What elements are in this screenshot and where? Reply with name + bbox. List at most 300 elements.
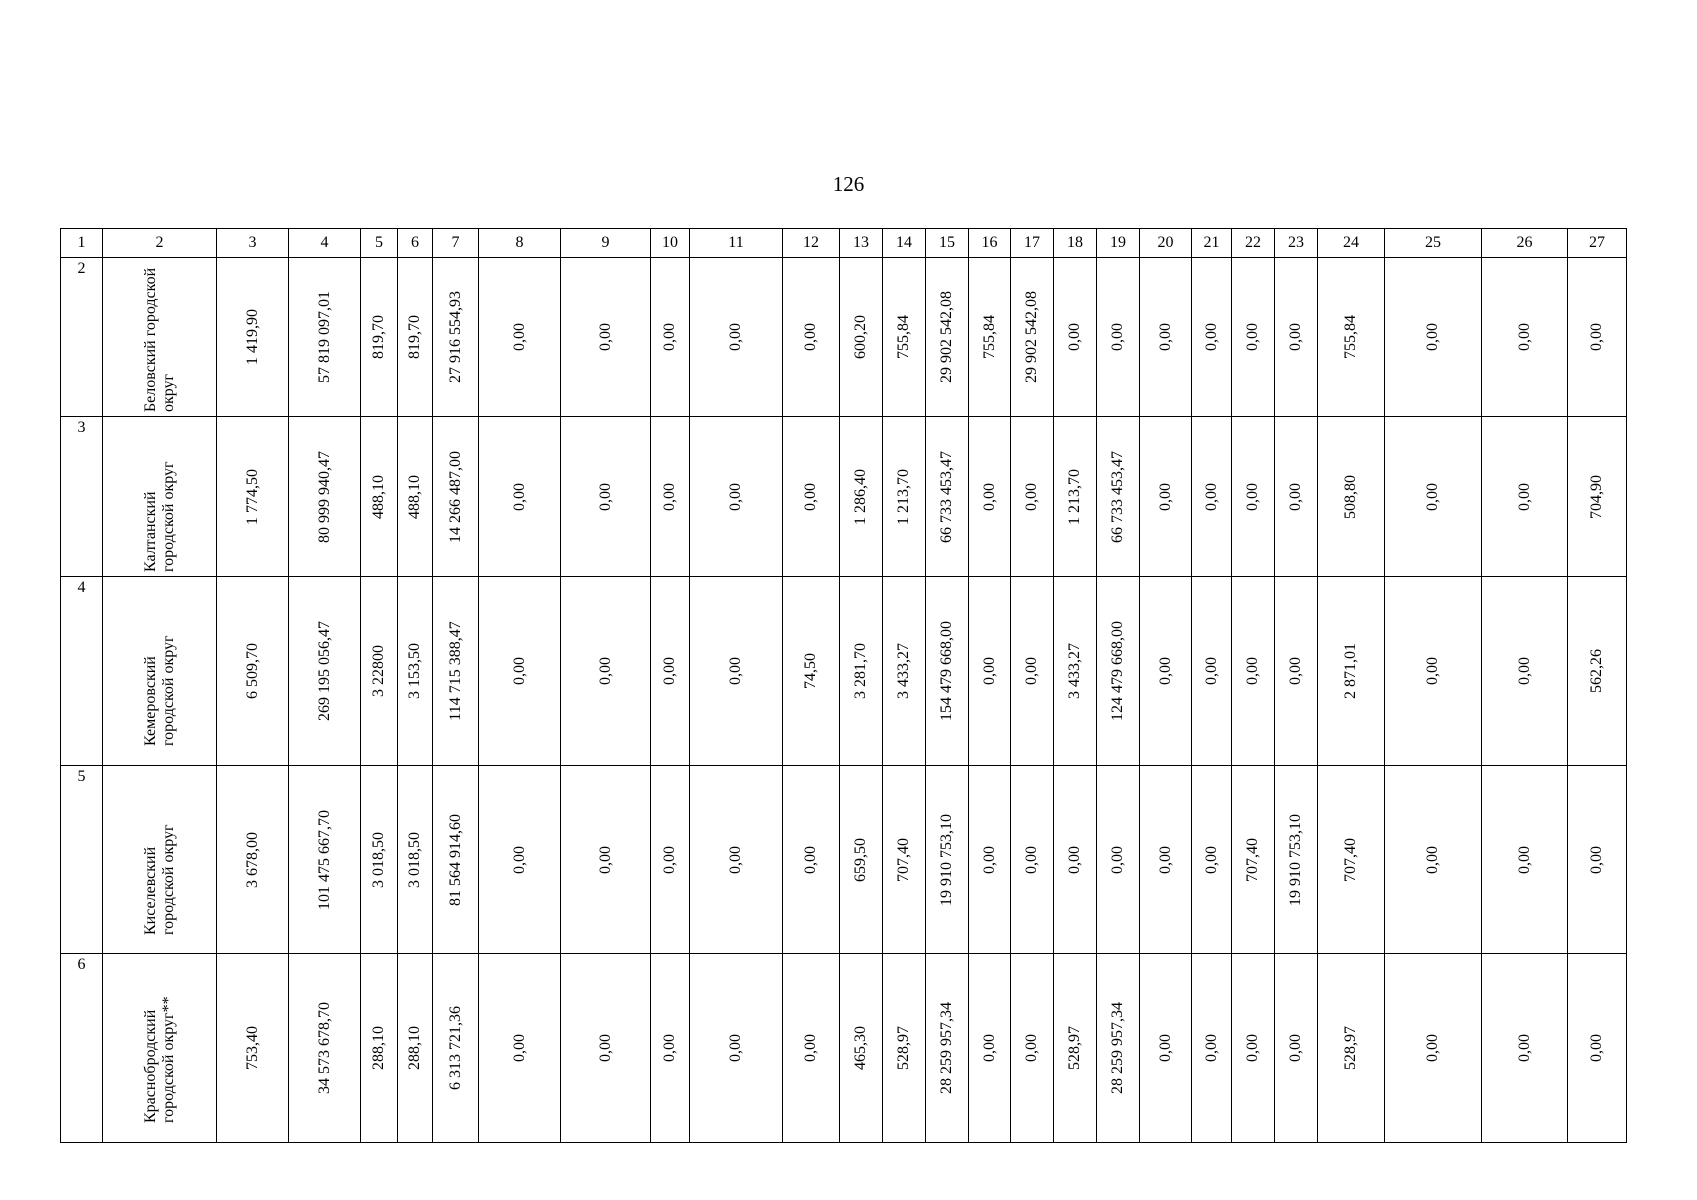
cell-value: 0,00 [596, 323, 614, 351]
cell-value: 0,00 [1515, 323, 1533, 351]
cell-value: 0,00 [1023, 845, 1040, 874]
cell-value: 819,70 [406, 315, 423, 359]
cell-value: 0,00 [596, 1034, 614, 1062]
data-table [60, 228, 1627, 1143]
cell-value: 0,00 [727, 845, 744, 874]
value-cell [690, 258, 783, 417]
value-cell [561, 577, 651, 766]
column-number: 15 [926, 229, 969, 258]
value-cell [561, 766, 651, 954]
district-name-cell [103, 766, 217, 954]
cell-value: 66 733 453,47 [938, 450, 955, 543]
cell-value: 0,00 [510, 1034, 528, 1062]
value-cell [1011, 766, 1054, 954]
value-cell [1011, 258, 1054, 417]
value-cell [289, 258, 361, 417]
cell-value: 1 213,70 [895, 468, 912, 525]
value-cell [651, 258, 690, 417]
row-number-cell [61, 766, 103, 954]
column-number: 23 [1275, 229, 1318, 258]
row-number: 5 [77, 768, 86, 785]
value-cell [1275, 577, 1318, 766]
value-cell [217, 417, 289, 577]
column-number: 14 [883, 229, 926, 258]
cell-value: 1 419,90 [243, 309, 261, 365]
cell-value: 0,00 [510, 657, 528, 685]
cell-value: 0,00 [1588, 323, 1605, 351]
value-cell [1385, 258, 1482, 417]
value-cell [1568, 258, 1627, 417]
value-cell [1232, 954, 1275, 1143]
value-cell [433, 577, 479, 766]
cell-value: 0,00 [980, 657, 998, 685]
value-cell [479, 417, 561, 577]
cell-value: 0,00 [980, 845, 998, 874]
cell-value: 6 313 721,36 [446, 1006, 464, 1090]
cell-value: 0,00 [1515, 845, 1533, 874]
cell-value: 0,00 [1244, 657, 1261, 685]
district-name-cell [103, 417, 217, 577]
value-cell [1385, 577, 1482, 766]
table-row [61, 417, 1627, 577]
value-cell [1232, 258, 1275, 417]
value-cell [1232, 417, 1275, 577]
table-body [61, 229, 1627, 1143]
value-cell [1275, 954, 1318, 1143]
value-cell [651, 577, 690, 766]
value-cell [883, 577, 926, 766]
value-cell [690, 577, 783, 766]
cell-value: 3 678,00 [243, 831, 261, 888]
cell-value: 3 018,50 [406, 831, 423, 888]
cell-value: 0,00 [1588, 845, 1605, 874]
value-cell [1054, 766, 1097, 954]
column-number: 27 [1568, 229, 1627, 258]
cell-value: 124 479 668,00 [1109, 621, 1126, 721]
value-cell [479, 577, 561, 766]
value-cell [479, 258, 561, 417]
cell-value: 0,00 [802, 482, 819, 511]
value-cell [969, 258, 1011, 417]
cell-value: 0,00 [1109, 845, 1126, 874]
cell-value: 0,00 [1515, 482, 1533, 511]
cell-value: 0,00 [1023, 1034, 1040, 1062]
column-number: 11 [690, 229, 783, 258]
value-cell [1482, 577, 1568, 766]
value-cell [1192, 766, 1232, 954]
cell-value: 600,20 [852, 315, 869, 359]
cell-value: 0,00 [1424, 657, 1441, 685]
column-number: 26 [1482, 229, 1568, 258]
cell-value: 0,00 [1109, 323, 1126, 351]
column-number: 20 [1140, 229, 1192, 258]
value-cell [361, 417, 398, 577]
value-cell [1140, 766, 1192, 954]
column-number: 7 [433, 229, 479, 258]
value-cell [1385, 954, 1482, 1143]
value-cell [1140, 577, 1192, 766]
cell-value: 288,10 [406, 1026, 423, 1070]
value-cell [1385, 766, 1482, 954]
cell-value: 0,00 [1066, 845, 1083, 874]
value-cell [1482, 766, 1568, 954]
cell-value: 0,00 [661, 845, 678, 874]
value-cell [1318, 577, 1385, 766]
cell-value: 0,00 [1156, 482, 1174, 511]
cell-value: 707,40 [1342, 837, 1359, 882]
value-cell [783, 766, 840, 954]
column-number: 1 [61, 229, 103, 258]
value-cell [783, 417, 840, 577]
cell-value: 3 153,50 [406, 643, 423, 699]
value-cell [783, 258, 840, 417]
value-cell [561, 954, 651, 1143]
value-cell [217, 954, 289, 1143]
cell-value: 0,00 [661, 1034, 678, 1062]
value-cell [289, 577, 361, 766]
cell-value: 707,40 [1244, 837, 1261, 882]
column-number: 24 [1318, 229, 1385, 258]
row-number: 2 [77, 260, 86, 277]
cell-value: 0,00 [1424, 1034, 1441, 1062]
value-cell [217, 258, 289, 417]
value-cell [1054, 258, 1097, 417]
cell-value: 0,00 [1156, 1034, 1174, 1062]
cell-value: 0,00 [1244, 1034, 1261, 1062]
column-number: 25 [1385, 229, 1482, 258]
value-cell [926, 766, 969, 954]
cell-value: 3 018,50 [370, 831, 387, 888]
value-cell [926, 417, 969, 577]
cell-value: 6 509,70 [243, 643, 261, 699]
value-cell [926, 577, 969, 766]
district-name: Краснобродский городской округ** [141, 996, 177, 1123]
cell-value: 0,00 [1023, 482, 1040, 511]
cell-value: 3 22800 [370, 645, 387, 697]
cell-value: 0,00 [1424, 323, 1441, 351]
row-number-cell [61, 258, 103, 417]
cell-value: 0,00 [596, 482, 614, 511]
cell-value: 114 715 388,47 [446, 621, 464, 721]
cell-value: 0,00 [1156, 657, 1174, 685]
cell-value: 0,00 [802, 1034, 819, 1062]
cell-value: 0,00 [727, 1034, 744, 1062]
cell-value: 0,00 [727, 323, 744, 351]
column-number: 17 [1011, 229, 1054, 258]
value-cell [1232, 577, 1275, 766]
column-number: 8 [479, 229, 561, 258]
cell-value: 3 281,70 [852, 643, 869, 699]
column-number: 18 [1054, 229, 1097, 258]
cell-value: 0,00 [802, 845, 819, 874]
cell-value: 528,97 [1066, 1026, 1083, 1070]
value-cell [883, 417, 926, 577]
value-cell [398, 258, 433, 417]
cell-value: 659,50 [852, 837, 869, 882]
value-cell [1097, 577, 1140, 766]
cell-value: 528,97 [1342, 1026, 1359, 1070]
value-cell [690, 954, 783, 1143]
cell-value: 0,00 [1202, 657, 1220, 685]
column-number: 5 [361, 229, 398, 258]
value-cell [433, 417, 479, 577]
value-cell [398, 417, 433, 577]
value-cell [1482, 417, 1568, 577]
column-number: 4 [289, 229, 361, 258]
cell-value: 28 259 957,34 [938, 1002, 955, 1094]
value-cell [1482, 258, 1568, 417]
value-cell [1140, 258, 1192, 417]
column-number: 19 [1097, 229, 1140, 258]
row-number-cell [61, 577, 103, 766]
cell-value: 57 819 097,01 [315, 291, 333, 383]
cell-value: 0,00 [1287, 482, 1304, 511]
value-cell [783, 577, 840, 766]
cell-value: 0,00 [596, 845, 614, 874]
cell-value: 0,00 [1202, 482, 1220, 511]
value-cell [1054, 577, 1097, 766]
value-cell [1275, 766, 1318, 954]
cell-value: 34 573 678,70 [315, 1002, 333, 1094]
cell-value: 0,00 [1156, 323, 1174, 351]
cell-value: 3 433,27 [895, 643, 912, 699]
value-cell [969, 417, 1011, 577]
cell-value: 154 479 668,00 [938, 621, 955, 721]
table-row [61, 954, 1627, 1143]
column-number: 12 [783, 229, 840, 258]
value-cell [433, 954, 479, 1143]
value-cell [969, 954, 1011, 1143]
value-cell [651, 954, 690, 1143]
value-cell [690, 766, 783, 954]
value-cell [840, 577, 883, 766]
district-name-cell [103, 577, 217, 766]
value-cell [1385, 417, 1482, 577]
value-cell [398, 954, 433, 1143]
column-number-row [61, 229, 1627, 258]
value-cell [1054, 954, 1097, 1143]
value-cell [969, 766, 1011, 954]
cell-value: 753,40 [243, 1026, 261, 1070]
cell-value: 81 564 914,60 [446, 813, 464, 906]
cell-value: 0,00 [1202, 845, 1220, 874]
value-cell [1097, 954, 1140, 1143]
value-cell [1275, 417, 1318, 577]
cell-value: 0,00 [1023, 657, 1040, 685]
cell-value: 2 871,01 [1342, 643, 1359, 699]
value-cell [883, 258, 926, 417]
row-number-cell [61, 954, 103, 1143]
cell-value: 0,00 [1244, 323, 1261, 351]
value-cell [1568, 417, 1627, 577]
value-cell [289, 417, 361, 577]
cell-value: 0,00 [1287, 657, 1304, 685]
cell-value: 0,00 [727, 482, 744, 511]
value-cell [361, 577, 398, 766]
column-number: 6 [398, 229, 433, 258]
value-cell [1011, 954, 1054, 1143]
cell-value: 707,40 [895, 837, 912, 882]
cell-value: 19 910 753,10 [1287, 813, 1304, 906]
row-number-cell [61, 417, 103, 577]
value-cell [1232, 766, 1275, 954]
value-cell [1568, 577, 1627, 766]
column-number: 22 [1232, 229, 1275, 258]
column-number: 16 [969, 229, 1011, 258]
column-number: 10 [651, 229, 690, 258]
cell-value: 0,00 [661, 323, 678, 351]
cell-value: 29 902 542,08 [1023, 291, 1040, 383]
cell-value: 0,00 [1515, 1034, 1533, 1062]
column-number: 3 [217, 229, 289, 258]
cell-value: 269 195 056,47 [315, 621, 333, 721]
district-name-cell [103, 258, 217, 417]
value-cell [433, 766, 479, 954]
value-cell [690, 417, 783, 577]
cell-value: 465,30 [852, 1026, 869, 1070]
value-cell [651, 766, 690, 954]
cell-value: 488,10 [370, 474, 387, 519]
page-number: 126 [832, 172, 865, 196]
cell-value: 28 259 957,34 [1109, 1002, 1126, 1094]
value-cell [1482, 954, 1568, 1143]
value-cell [840, 766, 883, 954]
cell-value: 66 733 453,47 [1109, 450, 1126, 543]
value-cell [1275, 258, 1318, 417]
value-cell [289, 766, 361, 954]
column-number: 9 [561, 229, 651, 258]
cell-value: 0,00 [510, 845, 528, 874]
cell-value: 0,00 [661, 657, 678, 685]
table-row [61, 258, 1627, 417]
cell-value: 27 916 554,93 [446, 291, 464, 383]
value-cell [433, 258, 479, 417]
value-cell [1192, 577, 1232, 766]
value-cell [217, 766, 289, 954]
value-cell [398, 766, 433, 954]
cell-value: 74,50 [802, 653, 819, 689]
cell-value: 0,00 [1424, 482, 1441, 511]
cell-value: 101 475 667,70 [315, 809, 333, 910]
value-cell [926, 258, 969, 417]
cell-value: 0,00 [1202, 323, 1220, 351]
cell-value: 80 999 940,47 [315, 450, 333, 543]
cell-value: 0,00 [1244, 482, 1261, 511]
cell-value: 1 213,70 [1066, 468, 1083, 525]
value-cell [217, 577, 289, 766]
value-cell [840, 954, 883, 1143]
cell-value: 528,97 [895, 1026, 912, 1070]
cell-value: 562,26 [1588, 649, 1605, 693]
cell-value: 0,00 [1156, 845, 1174, 874]
cell-value: 0,00 [1287, 1034, 1304, 1062]
cell-value: 0,00 [1202, 1034, 1220, 1062]
value-cell [926, 954, 969, 1143]
value-cell [1140, 417, 1192, 577]
district-name-cell [103, 954, 217, 1143]
value-cell [840, 258, 883, 417]
cell-value: 1 286,40 [852, 468, 869, 525]
value-cell [1054, 417, 1097, 577]
cell-value: 0,00 [596, 657, 614, 685]
cell-value: 19 910 753,10 [938, 813, 955, 906]
table-row [61, 766, 1627, 954]
cell-value: 0,00 [510, 482, 528, 511]
value-cell [840, 417, 883, 577]
cell-value: 0,00 [1515, 657, 1533, 685]
value-cell [561, 258, 651, 417]
value-cell [479, 766, 561, 954]
cell-value: 3 433,27 [1066, 643, 1083, 699]
value-cell [969, 577, 1011, 766]
value-cell [1192, 258, 1232, 417]
cell-value: 755,84 [895, 315, 912, 359]
column-number: 21 [1192, 229, 1232, 258]
value-cell [361, 954, 398, 1143]
cell-value: 0,00 [980, 1034, 998, 1062]
value-cell [361, 766, 398, 954]
cell-value: 704,90 [1588, 474, 1605, 519]
cell-value: 508,80 [1342, 474, 1359, 519]
cell-value: 0,00 [980, 482, 998, 511]
column-number: 13 [840, 229, 883, 258]
cell-value: 0,00 [1287, 323, 1304, 351]
cell-value: 819,70 [370, 315, 387, 359]
value-cell [398, 577, 433, 766]
value-cell [1318, 954, 1385, 1143]
value-cell [1011, 417, 1054, 577]
cell-value: 755,84 [1342, 315, 1359, 359]
cell-value: 0,00 [727, 657, 744, 685]
value-cell [361, 258, 398, 417]
cell-value: 488,10 [406, 474, 423, 519]
column-number: 2 [103, 229, 217, 258]
cell-value: 14 266 487,00 [446, 450, 464, 543]
cell-value: 755,84 [980, 315, 998, 359]
value-cell [1097, 766, 1140, 954]
value-cell [289, 954, 361, 1143]
value-cell [1192, 417, 1232, 577]
cell-value: 0,00 [802, 323, 819, 351]
row-number: 4 [77, 579, 86, 596]
value-cell [1568, 954, 1627, 1143]
cell-value: 1 774,50 [243, 468, 261, 525]
cell-value: 288,10 [370, 1026, 387, 1070]
cell-value: 0,00 [1066, 323, 1083, 351]
cell-value: 29 902 542,08 [938, 291, 955, 383]
value-cell [1192, 954, 1232, 1143]
value-cell [1097, 417, 1140, 577]
value-cell [783, 954, 840, 1143]
district-name: Кемеровский городской округ [141, 635, 177, 746]
value-cell [561, 417, 651, 577]
value-cell [1140, 954, 1192, 1143]
district-name: Калтанский городской округ [141, 460, 177, 572]
value-cell [883, 766, 926, 954]
value-cell [651, 417, 690, 577]
cell-value: 0,00 [510, 323, 528, 351]
value-cell [1568, 766, 1627, 954]
cell-value: 0,00 [1424, 845, 1441, 874]
district-name: Киселевский городской округ [141, 823, 177, 935]
value-cell [1318, 766, 1385, 954]
value-cell [1318, 417, 1385, 577]
value-cell [1318, 258, 1385, 417]
value-cell [1011, 577, 1054, 766]
value-cell [479, 954, 561, 1143]
district-name: Беловский городской округ [141, 267, 177, 412]
cell-value: 0,00 [1588, 1034, 1605, 1062]
